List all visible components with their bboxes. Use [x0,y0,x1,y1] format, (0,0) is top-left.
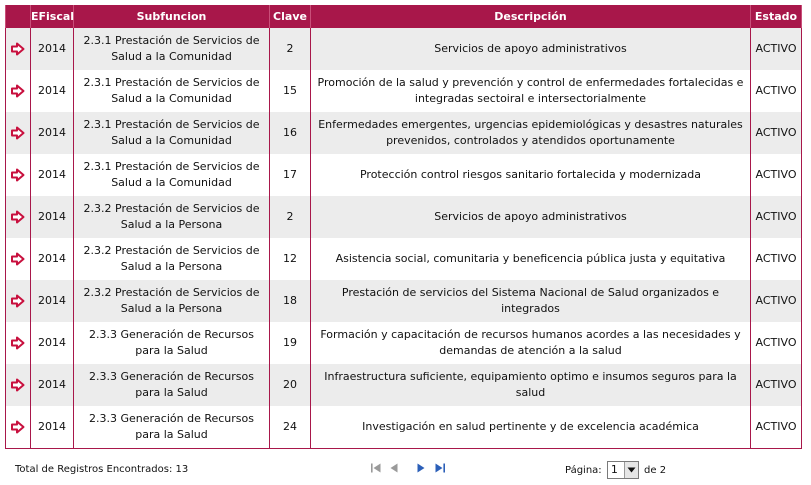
select-row-button[interactable] [6,112,31,154]
arrow-right-icon [11,168,25,182]
select-row-button[interactable] [6,322,31,364]
cell-efiscal: 2014 [31,406,74,449]
next-page-icon[interactable] [416,462,426,477]
cell-subfuncion: 2.3.1 Prestación de Servicios de Salud a la Comunidad [74,70,270,112]
cell-subfuncion: 2.3.2 Prestación de Servicios de Salud a la Persona [74,238,270,280]
arrow-right-icon [11,42,25,56]
cell-estado: ACTIVO [751,364,802,406]
table-row [6,406,802,449]
page-label: Página: [565,464,602,476]
chevron-down-icon [627,467,636,473]
cell-estado: ACTIVO [751,322,802,364]
page-total: de 2 [644,464,667,476]
table-header-row [6,5,802,28]
cell-subfuncion: 2.3.1 Prestación de Servicios de Salud a la Comunidad [74,154,270,196]
cell-estado: ACTIVO [751,238,802,280]
first-page-icon[interactable] [370,462,382,477]
cell-efiscal: 2014 [31,280,74,322]
cell-clave: 2 [270,28,311,70]
cell-descripcion: Protección control riesgos sanitario fortalecida y modernizada [311,154,751,196]
cell-descripcion: Infraestructura suficiente, equipamiento optimo e insumos seguros para la salud [311,364,751,406]
arrow-right-icon [11,126,25,140]
table-row [6,364,802,406]
table-row [6,280,802,322]
arrow-right-icon [11,336,25,350]
cell-subfuncion: 2.3.1 Prestación de Servicios de Salud a la Comunidad [74,112,270,154]
pager [370,462,450,478]
cell-clave: 16 [270,112,311,154]
cell-descripcion: Prestación de servicios del Sistema Nacional de Salud organizados e integrados [311,280,751,322]
cell-efiscal: 2014 [31,154,74,196]
cell-clave: 20 [270,364,311,406]
table-row [6,322,802,364]
arrow-right-icon [11,294,25,308]
cell-subfuncion: 2.3.3 Generación de Recursos para la Salud [74,406,270,449]
cell-subfuncion: 2.3.2 Prestación de Servicios de Salud a la Persona [74,196,270,238]
arrow-right-icon [11,210,25,224]
results-table [5,5,802,449]
table-row [6,70,802,112]
cell-estado: ACTIVO [751,196,802,238]
table-row [6,238,802,280]
cell-estado: ACTIVO [751,28,802,70]
cell-clave: 15 [270,70,311,112]
arrow-right-icon [11,84,25,98]
table-row [6,154,802,196]
cell-efiscal: 2014 [31,28,74,70]
last-page-icon[interactable] [434,462,446,477]
header-efiscal[interactable]: EFiscal [31,5,74,28]
arrow-right-icon [11,420,25,434]
dropdown-button[interactable] [624,462,638,478]
cell-descripcion: Servicios de apoyo administrativos [311,196,751,238]
page-selector [565,461,666,479]
page-select-value: 1 [610,463,618,476]
cell-estado: ACTIVO [751,406,802,449]
select-row-button[interactable] [6,196,31,238]
prev-page-icon[interactable] [389,462,399,477]
cell-efiscal: 2014 [31,196,74,238]
header-descripcion[interactable]: Descripción [311,5,751,28]
cell-efiscal: 2014 [31,112,74,154]
cell-efiscal: 2014 [31,70,74,112]
cell-estado: ACTIVO [751,112,802,154]
cell-efiscal: 2014 [31,238,74,280]
cell-clave: 24 [270,406,311,449]
select-row-button[interactable] [6,364,31,406]
header-estado[interactable]: Estado [751,5,802,28]
cell-descripcion: Promoción de la salud y prevención y control de enfermedades fortalecidas e integradas sectoiral e intersectorialmente [311,70,751,112]
select-row-button[interactable] [6,70,31,112]
cell-descripcion: Enfermedades emergentes, urgencias epidemiológicas y desastres naturales prevenidos, controlados y atendidos oportunamente [311,112,751,154]
cell-descripcion: Investigación en salud pertinente y de excelencia académica [311,406,751,449]
cell-clave: 19 [270,322,311,364]
cell-estado: ACTIVO [751,70,802,112]
cell-descripcion: Servicios de apoyo administrativos [311,28,751,70]
table-row [6,196,802,238]
cell-efiscal: 2014 [31,322,74,364]
arrow-right-icon [11,378,25,392]
cell-estado: ACTIVO [751,154,802,196]
arrow-right-icon [11,252,25,266]
select-row-button[interactable] [6,28,31,70]
header-clave[interactable]: Clave [270,5,311,28]
cell-descripcion: Asistencia social, comunitaria y beneficencia pública justa y equitativa [311,238,751,280]
cell-clave: 2 [270,196,311,238]
total-records: Total de Registros Encontrados: 13 [15,464,189,475]
cell-clave: 12 [270,238,311,280]
header-subfuncion[interactable]: Subfuncion [74,5,270,28]
select-row-button[interactable] [6,406,31,449]
cell-clave: 18 [270,280,311,322]
cell-descripcion: Formación y capacitación de recursos humanos acordes a las necesidades y demandas de atención a la salud [311,322,751,364]
select-row-button[interactable] [6,238,31,280]
table-row [6,28,802,70]
header-select [6,5,31,28]
cell-subfuncion: 2.3.1 Prestación de Servicios de Salud a la Comunidad [74,28,270,70]
cell-subfuncion: 2.3.3 Generación de Recursos para la Salud [74,364,270,406]
select-row-button[interactable] [6,280,31,322]
table-footer [0,458,811,482]
table-row [6,112,802,154]
select-row-button[interactable] [6,154,31,196]
cell-subfuncion: 2.3.3 Generación de Recursos para la Salud [74,322,270,364]
page-select[interactable] [607,461,639,479]
cell-estado: ACTIVO [751,280,802,322]
cell-subfuncion: 2.3.2 Prestación de Servicios de Salud a la Persona [74,280,270,322]
cell-clave: 17 [270,154,311,196]
cell-efiscal: 2014 [31,364,74,406]
